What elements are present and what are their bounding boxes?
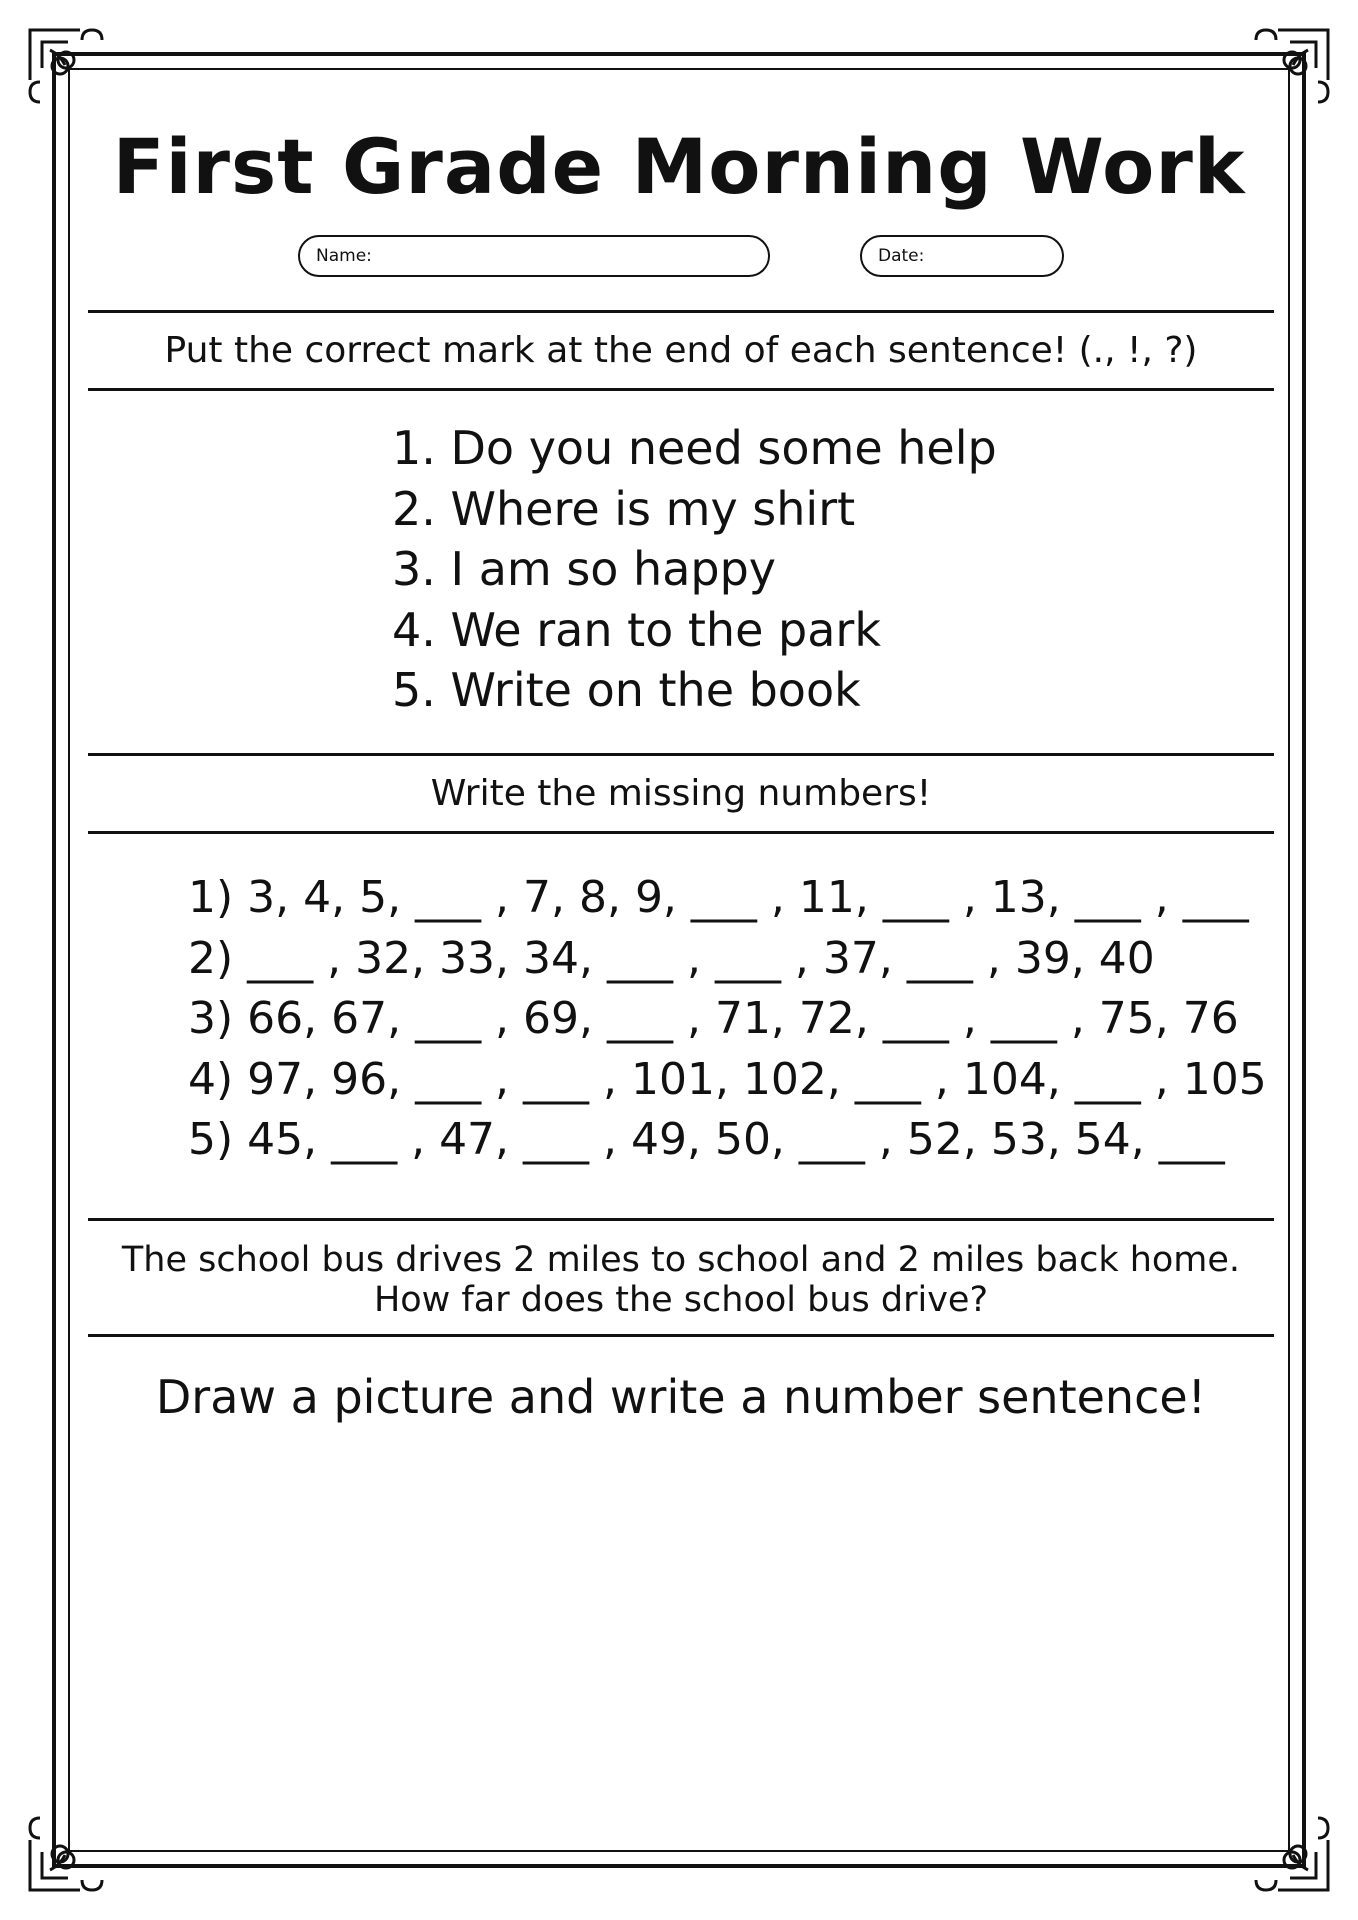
draw-instruction: Draw a picture and write a number sentence! bbox=[155, 1370, 1207, 1424]
number-row: 3) 66, 67, ___ , 69, ___ , 71, 72, ___ , ___ , 75, 76 bbox=[188, 993, 1239, 1044]
name-label: Name: bbox=[316, 246, 372, 266]
sentence-item: 3. I am so happy bbox=[392, 542, 777, 596]
divider bbox=[88, 310, 1274, 313]
corner-flourish-icon bbox=[1242, 20, 1338, 116]
sentence-item: 5. Write on the book bbox=[392, 663, 861, 717]
corner-flourish-icon bbox=[1242, 1804, 1338, 1900]
divider bbox=[88, 753, 1274, 756]
number-row: 4) 97, 96, ___ , ___ , 101, 102, ___ , 104, ___ , 105 bbox=[188, 1053, 1267, 1105]
word-problem-line: The school bus drives 2 miles to school and 2 miles back home. bbox=[121, 1240, 1241, 1280]
name-field[interactable] bbox=[298, 235, 770, 277]
page-title: First Grade Morning Work bbox=[112, 122, 1246, 211]
corner-flourish-icon bbox=[20, 1804, 116, 1900]
number-row: 5) 45, ___ , 47, ___ , 49, 50, ___ , 52, 53, 54, ___ bbox=[188, 1114, 1225, 1165]
word-problem bbox=[88, 1240, 1274, 1320]
date-field[interactable] bbox=[860, 235, 1064, 277]
sentence-item: 4. We ran to the park bbox=[392, 602, 881, 657]
section1-instruction: Put the correct mark at the end of each sentence! (., !, ?) bbox=[164, 330, 1198, 371]
divider bbox=[88, 1218, 1274, 1221]
missing-numbers-list bbox=[188, 868, 1267, 1171]
sentence-item: 2. Where is my shirt bbox=[392, 481, 856, 536]
divider bbox=[88, 831, 1274, 834]
sentence-item: 1. Do you need some help bbox=[392, 421, 997, 475]
section2-instruction: Write the missing numbers! bbox=[430, 773, 932, 814]
sentence-list bbox=[392, 418, 997, 721]
number-row: 1) 3, 4, 5, ___ , 7, 8, 9, ___ , 11, ___ , 13, ___ , ___ bbox=[188, 872, 1249, 923]
divider bbox=[88, 1334, 1274, 1337]
number-row: 2) ___ , 32, 33, 34, ___ , ___ , 37, ___ , 39, 40 bbox=[188, 932, 1155, 984]
divider bbox=[88, 388, 1274, 391]
corner-flourish-icon bbox=[20, 20, 116, 116]
word-problem-question: How far does the school bus drive? bbox=[373, 1280, 989, 1320]
date-label: Date: bbox=[878, 246, 925, 266]
